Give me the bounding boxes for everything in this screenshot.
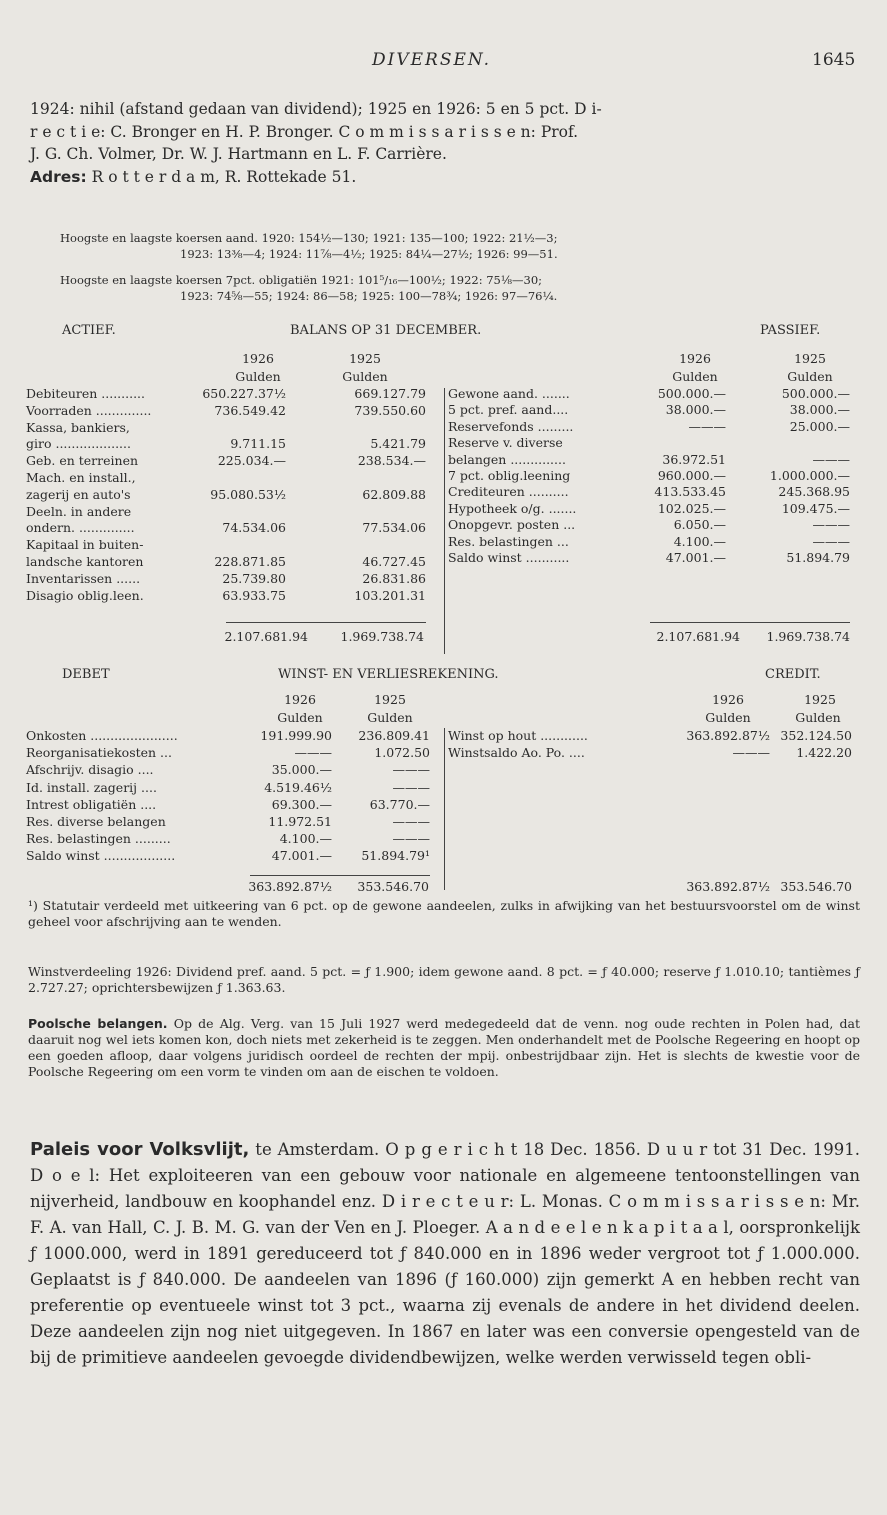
paleis-text: Mr. F. A. van Hall, C. J. B. M. G. van der Ven en J. Ploeger.: [30, 1192, 860, 1237]
row-value-1925: 669.127.79: [354, 386, 426, 401]
row-value-1926: 650.227.37½: [202, 386, 286, 401]
row-value-1925: 26.831.86: [362, 570, 426, 586]
duur-label: D u u r: [646, 1140, 708, 1159]
row-value-1926: 38.000.—: [665, 402, 726, 418]
koers-line: Hoogste en laagste koersen aand. 1920: 154½—130; 1921: 135—100; 1922: 21½—3;: [60, 231, 558, 245]
page-number: 1645: [812, 50, 856, 70]
row-value-1925: ———: [392, 814, 430, 829]
address-city: R o t t e r d a m,: [86, 167, 220, 186]
actief-heading: ACTIEF.: [62, 323, 116, 338]
row-value-1925: 500.000.—: [781, 386, 850, 401]
row-label: Winst op hout ............: [448, 728, 588, 743]
row-label: Disagio oblig.leen.: [26, 587, 144, 603]
row-value-1926: 47.001.—: [271, 848, 332, 864]
total-value: 1.969.738.74: [766, 629, 850, 644]
row-value-1926: 228.871.85: [214, 554, 286, 569]
row-value-1925: 5.421.79: [370, 436, 426, 452]
row-value-1926: 74.534.06: [222, 520, 286, 536]
row-value-1925: 63.770.—: [369, 796, 430, 812]
intro-line: J. G. Ch. Volmer, Dr. W. J. Hartmann en L. F. Carrière.: [30, 145, 447, 163]
row-label: Onkosten ......................: [26, 728, 178, 743]
paleis-text: 18 Dec. 1856.: [517, 1140, 647, 1159]
row-value-1926: 95.080.53½: [210, 486, 286, 502]
row-label: Afschrijv. disagio ....: [26, 762, 154, 778]
row-label: Debiteuren ...........: [26, 386, 145, 401]
row-label: Hypotheek o/g. .......: [448, 500, 577, 516]
row-label: Id. install. zagerij ....: [26, 779, 157, 795]
row-value-1926: 102.025.—: [657, 500, 726, 516]
row-value-1925: 62.809.88: [362, 486, 426, 502]
total-value: 363.892.87½: [248, 879, 332, 894]
commissarissen-label: C o m m i s s a r i s s e n:: [608, 1192, 826, 1211]
commissarissen-label: C o m m i s s a r i s s e n:: [338, 122, 536, 141]
year-header: 1926: [242, 351, 274, 366]
company-name: Paleis voor Volksvlijt,: [30, 1139, 250, 1160]
directie-label: r e c t i e:: [30, 122, 106, 141]
row-value-1925: ———: [812, 533, 850, 549]
row-label: Winstsaldo Ao. Po. ....: [448, 745, 585, 761]
paleis-paragraph: [30, 1137, 860, 1371]
row-value-1925: 739.550.60: [354, 402, 426, 418]
row-value-1925: 46.727.45: [362, 554, 426, 569]
row-value-1925: 238.534.—: [357, 453, 426, 469]
row-value-1925: 51.894.79: [786, 550, 850, 565]
row-value-1926: 11.972.51: [268, 814, 332, 829]
year-header: 1926: [712, 692, 744, 707]
row-value-1926: 6.050.—: [673, 517, 726, 533]
total-value: 2.107.681.94: [656, 629, 740, 644]
row-label: ondern. ..............: [26, 520, 135, 536]
row-value-1925: ———: [812, 451, 850, 467]
row-value-1926: 9.711.15: [230, 436, 286, 452]
paleis-text: te Amsterdam.: [249, 1140, 386, 1159]
row-value-1926: ———: [732, 745, 770, 761]
year-header: 1925: [804, 692, 836, 707]
row-label: Kassa, bankiers,: [26, 419, 130, 435]
running-title: DIVERSEN.: [372, 50, 492, 70]
row-label: belangen ..............: [448, 451, 566, 467]
intro-line: 1924: nihil (afstand gedaan van dividend); 1925 en 1926: 5 en 5 pct. D i-: [30, 100, 602, 118]
footnote: ¹) Statutair verdeeld met uitkeering van 6 pct. op de gewone aandeelen, zulks in afwijking van het bestuursvoorstel om de winst geheel voor afschrijving aan te wenden.: [28, 898, 860, 929]
poolsche-text: Op de Alg. Verg. van 15 Juli 1927 werd medegedeeld dat de venn. nog oude rechten in Polen had, dat daaruit nog wel iets komen kon, doch niets met zekerheid is te zeggen. Men onderhandelt met de Poolsche Regeering en hoopt op een goeden afloop, daar volgens juridisch oordeel de rechten der mpij. onbestrijdbaar zijn. Het is slechts de kwestie voor de Poolsche Regeering om een vorm te vinden om aan de eischen te voldoen.: [28, 1016, 860, 1079]
row-value-1926: 4.519.46½: [264, 779, 332, 795]
row-label: Res. belastingen ...: [448, 533, 569, 549]
directeur-label: D i r e c t e u r:: [381, 1192, 515, 1211]
unit-header: Gulden: [672, 369, 718, 384]
opgericht-label: O p g e r i c h t: [385, 1140, 518, 1159]
year-header: 1925: [374, 692, 406, 707]
row-label: zagerij en auto's: [26, 486, 131, 502]
row-value-1925: 103.201.31: [354, 587, 426, 603]
unit-header: Gulden: [705, 710, 751, 725]
year-header: 1926: [284, 692, 316, 707]
total-value: 353.546.70: [780, 879, 852, 894]
row-value-1925: 1.072.50: [374, 745, 430, 761]
row-value-1926: 960.000.—: [657, 468, 726, 483]
row-value-1925: 38.000.—: [789, 402, 850, 418]
row-value-1926: 191.999.90: [260, 728, 332, 743]
passief-heading: PASSIEF.: [760, 323, 821, 338]
koers-line: Hoogste en laagste koersen 7pct. obligatiën 1921: 101⁵/₁₆—100½; 1922: 75⅛—30;: [60, 273, 543, 287]
row-label: Kapitaal in buiten-: [26, 537, 144, 553]
row-label: Gewone aand. .......: [448, 386, 570, 401]
row-value-1925: 352.124.50: [780, 728, 852, 743]
total-value: 2.107.681.94: [224, 629, 308, 644]
poolsche-label: Poolsche belangen.: [28, 1016, 168, 1031]
row-value-1926: 4.100.—: [279, 831, 332, 847]
winst-title: WINST- EN VERLIESREKENING.: [278, 667, 499, 682]
row-value-1926: 36.972.51: [662, 451, 726, 467]
unit-header: Gulden: [277, 710, 323, 725]
row-value-1926: 225.034.—: [217, 453, 286, 469]
row-value-1926: 363.892.87½: [686, 728, 770, 743]
row-value-1926: ———: [294, 745, 332, 761]
row-value-1925: 245.368.95: [778, 484, 850, 500]
total-rule: [250, 875, 430, 876]
row-label: Reserve v. diverse: [448, 435, 563, 451]
total-value: 363.892.87½: [686, 879, 770, 894]
row-value-1926: 35.000.—: [271, 762, 332, 778]
row-value-1926: 63.933.75: [222, 587, 286, 603]
row-label: landsche kantoren: [26, 554, 144, 569]
row-label: giro ...................: [26, 436, 131, 452]
row-label: Reorganisatiekosten ...: [26, 745, 172, 761]
unit-header: Gulden: [235, 369, 281, 384]
row-value-1926: 736.549.42: [214, 402, 286, 418]
row-value-1926: 47.001.—: [665, 550, 726, 565]
row-value-1926: 69.300.—: [271, 796, 332, 812]
row-value-1925: 77.534.06: [362, 520, 426, 536]
unit-header: Gulden: [367, 710, 413, 725]
unit-header: Gulden: [795, 710, 841, 725]
row-label: Intrest obligatiën ....: [26, 796, 157, 812]
address-street: R. Rottekade 51.: [219, 167, 357, 186]
row-value-1926: 413.533.45: [654, 484, 726, 500]
year-header: 1925: [794, 351, 826, 366]
row-label: Onopgevr. posten ...: [448, 517, 576, 533]
row-label: Res. diverse belangen: [26, 814, 166, 829]
winstverdeeling: Winstverdeeling 1926: Dividend pref. aand. 5 pct. = ƒ 1.900; idem gewone aand. 8 pct. = ƒ 40.000; reserve ƒ 1.010.10; tantièmes ƒ 2.727.27; oprichtersbewijzen ƒ 1.363.63.: [28, 964, 860, 995]
row-label: Deeln. in andere: [26, 503, 132, 519]
row-value-1925: ———: [392, 831, 430, 847]
directie-names: C. Bronger en H. P. Bronger.: [105, 122, 339, 141]
row-value-1926: 500.000.—: [657, 386, 726, 401]
koers-line: 1923: 74⅝—55; 1924: 86—58; 1925: 100—78¾; 1926: 97—76¼.: [180, 289, 558, 303]
row-label: Res. belastingen .........: [26, 831, 171, 847]
row-label: Reservefonds .........: [448, 418, 574, 434]
paleis-text: tot 31 Dec. 1991.: [707, 1140, 861, 1159]
row-value-1925: 25.000.—: [789, 418, 850, 434]
row-label: Saldo winst ...........: [448, 550, 570, 565]
row-value-1925: 51.894.79¹: [361, 848, 430, 864]
row-value-1926: 25.739.80: [222, 570, 286, 586]
row-label: Voorraden ..............: [26, 402, 152, 418]
debet-heading: DEBET: [62, 667, 110, 682]
row-label: Geb. en terreinen: [26, 453, 139, 469]
koers-line: 1923: 13⅜—4; 1924: 11⅞—4½; 1925: 84¼—27½; 1926: 99—51.: [180, 247, 558, 261]
commissarissen-text: Prof.: [535, 122, 579, 141]
row-label: Crediteuren ..........: [448, 484, 569, 500]
row-value-1925: ———: [392, 779, 430, 795]
row-label: Mach. en install.,: [26, 470, 136, 485]
row-label: 7 pct. oblig.leening: [448, 468, 571, 483]
balance-title: BALANS OP 31 DECEMBER.: [290, 323, 482, 338]
paleis-text: L. Monas.: [514, 1192, 609, 1211]
row-value-1926: ———: [688, 418, 726, 434]
row-label: Saldo winst ..................: [26, 848, 176, 864]
row-value-1925: 109.475.—: [781, 500, 850, 516]
row-value-1925: 236.809.41: [358, 728, 430, 743]
row-value-1926: 4.100.—: [673, 533, 726, 549]
poolsche-belangen: [28, 1016, 860, 1080]
row-value-1925: ———: [392, 762, 430, 778]
row-label: 5 pct. pref. aand....: [448, 402, 569, 418]
row-value-1925: 1.000.000.—: [769, 468, 850, 483]
aandeelenkapitaal-label: A a n d e e l e n k a p i t a a l,: [485, 1218, 734, 1237]
year-header: 1926: [679, 351, 711, 366]
unit-header: Gulden: [787, 369, 833, 384]
year-header: 1925: [349, 351, 381, 366]
doel-label: D o e l:: [30, 1166, 101, 1185]
total-value: 353.546.70: [357, 879, 429, 894]
paleis-text: Het exploiteeren van een gebouw voor nationale en algemeene tentoonstellingen van nijverheid, landbouw en koophandel enz.: [30, 1166, 861, 1211]
paleis-text: oorspronkelijk ƒ 1000.000, werd in 1891 gereduceerd tot ƒ 840.000 en in 1896 weder vergroot tot ƒ 1.000.000. Geplaatst is ƒ 840.000. De aandeelen van 1896 (ƒ 160.000) zijn gemerkt A en hebben recht van preferentie op eventueele winst tot 3 pct., waarna zij evenals de andere in het dividend deelen. Deze aandeelen zijn nog niet uitgegeven. In 1867 en later was een conversie opengesteld van de bij de primitieve aandeelen gevoegde dividendbewijzen, welke werden verwisseld tegen obli-: [30, 1218, 860, 1367]
row-value-1925: 1.422.20: [796, 745, 852, 761]
row-value-1925: ———: [812, 517, 850, 533]
total-value: 1.969.738.74: [340, 629, 424, 644]
unit-header: Gulden: [342, 369, 388, 384]
address-label: Adres:: [30, 167, 87, 186]
column-divider: [444, 728, 445, 890]
row-label: Inventarissen ......: [26, 570, 141, 586]
credit-heading: CREDIT.: [765, 667, 821, 682]
